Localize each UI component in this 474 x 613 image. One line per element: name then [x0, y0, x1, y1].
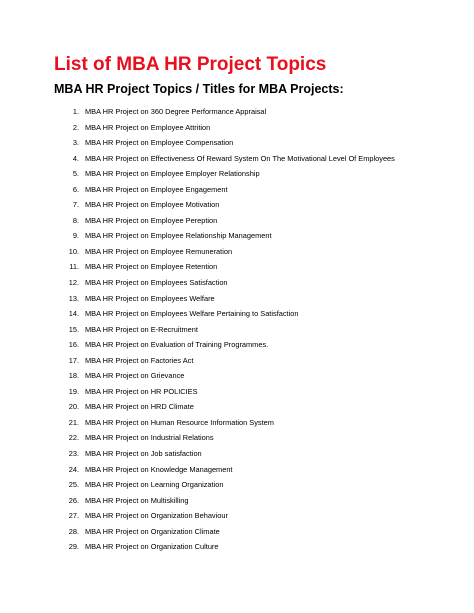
list-item-number: 21. [68, 417, 79, 427]
list-item-text: MBA HR Project on Organization Behaviour [85, 511, 228, 521]
list-item-number: 16. [68, 340, 79, 350]
list-item-text: MBA HR Project on Organization Climate [85, 526, 220, 536]
list-item [0, 353, 474, 369]
list-item-text: MBA HR Project on Evaluation of Training Programmes. [85, 340, 269, 350]
list-item-text: MBA HR Project on Employee Pereption [85, 215, 218, 225]
list-item [0, 275, 474, 291]
list-item [0, 524, 474, 540]
list-item-text: MBA HR Project on Employees Welfare Pertaining to Satisfaction [85, 309, 299, 319]
list-item-number: 28. [68, 526, 79, 536]
list-item [0, 384, 474, 400]
page-title: List of MBA HR Project Topics [54, 54, 327, 75]
section-heading: MBA HR Project Topics / Titles for MBA Projects: [54, 82, 344, 96]
list-item-number: 11. [69, 262, 79, 272]
list-item-number: 12. [68, 278, 79, 288]
list-item-number: 24. [68, 464, 79, 474]
list-item-text: MBA HR Project on Multiskilling [85, 495, 189, 505]
list-item [0, 151, 474, 167]
list-item-text: MBA HR Project on 360 Degree Performance Appraisal [85, 107, 267, 116]
list-item-text: MBA HR Project on Employee Remuneration [85, 246, 233, 256]
list-item [0, 244, 474, 260]
list-item-number: 10. [68, 246, 79, 256]
list-item-number: 7. [72, 200, 79, 210]
list-item-number: 18. [68, 371, 79, 381]
list-item [0, 104, 474, 120]
list-item [0, 259, 474, 275]
list-item-text: MBA HR Project on Grievance [85, 371, 185, 381]
list-item [0, 508, 474, 524]
list-item-number: 14. [68, 309, 79, 319]
list-item-text: MBA HR Project on Employees Welfare [85, 293, 215, 303]
list-item [0, 228, 474, 244]
list-item [0, 368, 474, 384]
list-item-text: MBA HR Project on Employee Relationship Management [85, 231, 272, 241]
list-item-text: MBA HR Project on Effectiveness Of Reward System On The Motivational Level Of Employees [85, 153, 395, 163]
list-item-number: 26. [68, 495, 79, 505]
list-item [0, 306, 474, 322]
list-item [0, 291, 474, 307]
list-item-text: MBA HR Project on Employee Attrition [85, 122, 211, 132]
list-item [0, 415, 474, 431]
list-item-number: 1. [72, 107, 79, 116]
list-item-number: 25. [68, 480, 79, 490]
list-item-number: 4. [72, 153, 79, 163]
list-item [0, 182, 474, 198]
list-item [0, 166, 474, 182]
list-item [0, 446, 474, 462]
list-item [0, 493, 474, 509]
list-item-text: MBA HR Project on Employee Motivation [85, 200, 220, 210]
list-item-number: 13. [68, 293, 79, 303]
list-item-text: MBA HR Project on Employee Employer Relationship [85, 169, 260, 179]
list-item [0, 197, 474, 213]
list-item-number: 20. [68, 402, 79, 412]
list-item-text: MBA HR Project on HRD Climate [85, 402, 194, 412]
list-item-number: 15. [68, 324, 79, 334]
list-item-text: MBA HR Project on Knowledge Management [85, 464, 233, 474]
list-item [0, 322, 474, 338]
list-item [0, 135, 474, 151]
list-item-number: 6. [72, 184, 79, 194]
list-item-text: MBA HR Project on Job satisfaction [85, 449, 202, 459]
list-item-number: 23. [68, 449, 79, 459]
list-item [0, 462, 474, 478]
list-item-number: 29. [68, 542, 79, 552]
list-item-text: MBA HR Project on Learning Organization [85, 480, 224, 490]
list-item-number: 19. [68, 386, 79, 396]
list-item-text: MBA HR Project on Human Resource Information System [85, 417, 274, 427]
list-item-text: MBA HR Project on Employee Engagement [85, 184, 228, 194]
list-item-text: MBA HR Project on Factories Act [85, 355, 194, 365]
list-item-number: 9. [72, 231, 79, 241]
list-item-text: MBA HR Project on Employee Compensation [85, 138, 234, 148]
list-item-text: MBA HR Project on Employee Retention [85, 262, 218, 272]
list-item [0, 337, 474, 353]
list-item-number: 8. [72, 215, 79, 225]
list-item [0, 213, 474, 229]
list-item-text: MBA HR Project on Employees Satisfaction [85, 278, 228, 288]
list-item [0, 120, 474, 136]
list-item-number: 3. [72, 138, 79, 148]
list-item-number: 27. [68, 511, 79, 521]
list-item-number: 5. [72, 169, 79, 179]
list-item [0, 539, 474, 555]
list-item [0, 399, 474, 415]
list-item-text: MBA HR Project on Organization Culture [85, 542, 219, 552]
list-item [0, 430, 474, 446]
list-item-text: MBA HR Project on E-Recruitment [85, 324, 198, 334]
list-item-text: MBA HR Project on Industrial Relations [85, 433, 214, 443]
list-item-text: MBA HR Project on HR POLICIES [85, 386, 198, 396]
list-item-number: 22. [68, 433, 79, 443]
list-item-number: 17. [68, 355, 79, 365]
list-item [0, 477, 474, 493]
list-item-number: 2. [72, 122, 79, 132]
topic-list [0, 104, 474, 555]
